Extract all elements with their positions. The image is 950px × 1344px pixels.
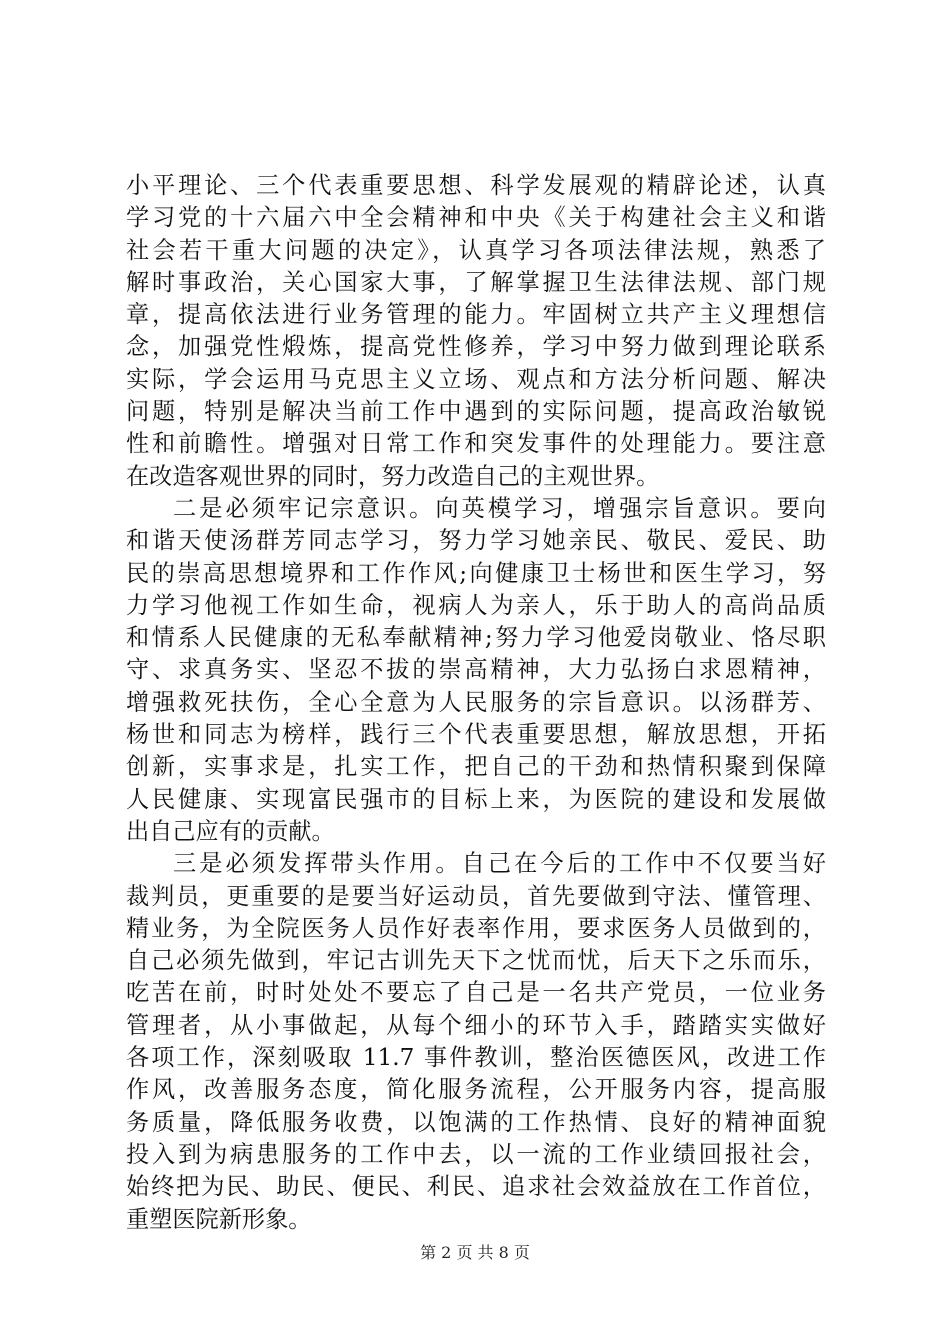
text-line: 念，加强党性煅炼，提高党性修养，学习中努力做到理论联系 xyxy=(126,333,826,361)
text-line: 精业务，为全院医务人员作好表率作用，要求医务人员做到的， xyxy=(126,914,826,942)
text-line: 管理者，从小事做起，从每个细小的环节入手，踏踏实实做好 xyxy=(126,1011,826,1039)
text-line: 各项工作，深刻吸取 11.7 事件教训，整治医德医风，改进工作 xyxy=(126,1044,826,1072)
text-line: 裁判员，更重要的是要当好运动员，首先要做到守法、懂管理、 xyxy=(126,882,826,910)
text-line: 力学习他视工作如生命，视病人为亲人，乐于助人的高尚品质 xyxy=(126,591,826,619)
text-line: 和情系人民健康的无私奉献精神;努力学习他爱岗敬业、恪尽职 xyxy=(126,624,826,652)
text-line: 学习党的十六届六中全会精神和中央《关于构建社会主义和谐 xyxy=(126,204,826,232)
text-line: 民的崇高思想境界和工作作风;向健康卫士杨世和医生学习，努 xyxy=(126,559,826,587)
text-line: 实际，学会运用马克思主义立场、观点和方法分析问题、解决 xyxy=(126,365,826,393)
text-line: 解时事政治，关心国家大事，了解掌握卫生法律法规、部门规 xyxy=(126,268,826,296)
text-line: 杨世和同志为榜样，践行三个代表重要思想，解放思想，开拓 xyxy=(126,721,826,749)
text-line: 增强救死扶伤，全心全意为人民服务的宗旨意识。以汤群芳、 xyxy=(126,688,826,716)
text-line: 在改造客观世界的同时，努力改造自己的主观世界。 xyxy=(126,462,660,490)
text-line: 出自己应有的贡献。 xyxy=(126,817,335,845)
document-body xyxy=(126,170,826,1236)
text-line: 二是必须牢记宗意识。向英模学习，增强宗旨意识。要向 xyxy=(173,494,826,522)
text-line: 问题，特别是解决当前工作中遇到的实际问题，提高政治敏锐 xyxy=(126,398,826,426)
text-line: 始终把为民、助民、便民、利民、追求社会效益放在工作首位， xyxy=(126,1173,826,1201)
text-line: 守、求真务实、坚忍不拔的崇高精神，大力弘扬白求恩精神， xyxy=(126,656,826,684)
text-line: 自己必须先做到，牢记古训先天下之忧而忧，后天下之乐而乐， xyxy=(126,947,826,975)
text-line: 务质量，降低服务收费，以饱满的工作热情、良好的精神面貌 xyxy=(126,1108,826,1136)
text-line: 社会若干重大问题的决定》，认真学习各项法律法规，熟悉了 xyxy=(126,236,826,264)
page-footer: 第 2 页 共 8 页 xyxy=(420,1243,530,1262)
text-line: 作风，改善服务态度，简化服务流程，公开服务内容，提高服 xyxy=(126,1076,826,1104)
text-line: 章，提高依法进行业务管理的能力。牢固树立共产主义理想信 xyxy=(126,301,826,329)
text-line: 吃苦在前，时时处处不要忘了自己是一名共产党员，一位业务 xyxy=(126,979,826,1007)
text-line: 创新，实事求是，扎实工作，把自己的干劲和热情积聚到保障 xyxy=(126,753,826,781)
text-line: 小平理论、三个代表重要思想、科学发展观的精辟论述，认真 xyxy=(126,172,826,199)
text-line: 投入到为病患服务的工作中去，以一流的工作业绩回报社会， xyxy=(126,1140,826,1168)
text-line: 人民健康、实现富民强市的目标上来，为医院的建设和发展做 xyxy=(126,785,826,813)
text-line: 重塑医院新形象。 xyxy=(126,1205,312,1233)
text-line: 性和前瞻性。增强对日常工作和突发事件的处理能力。要注意 xyxy=(126,430,826,458)
text-line: 三是必须发挥带头作用。自己在今后的工作中不仅要当好 xyxy=(173,850,826,878)
text-line: 和谐天使汤群芳同志学习，努力学习她亲民、敬民、爱民、助 xyxy=(126,527,826,555)
